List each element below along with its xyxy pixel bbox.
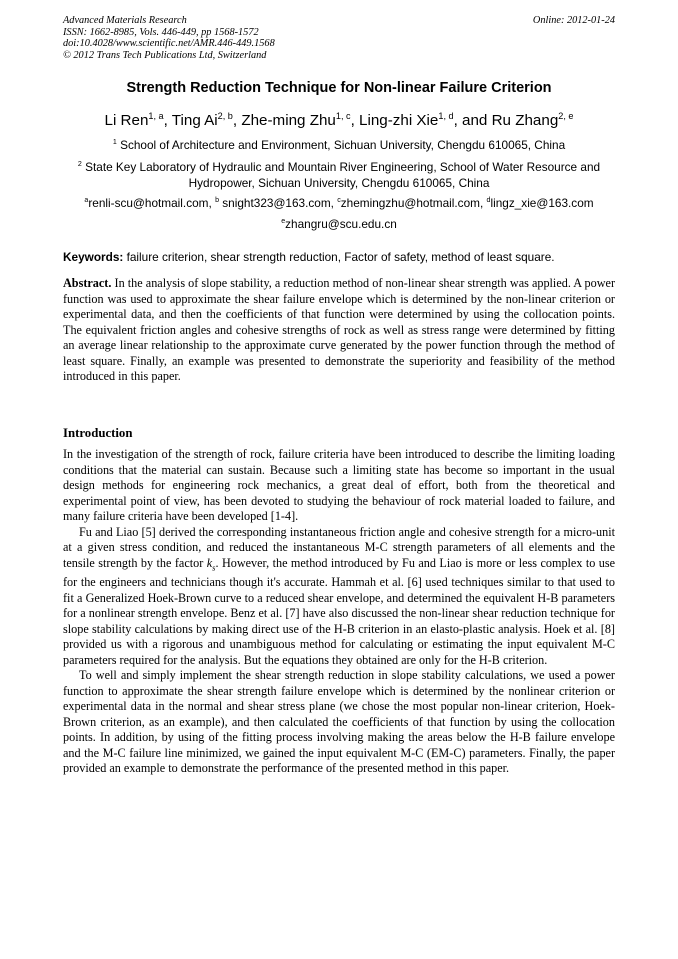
email-sup: e [281, 217, 286, 226]
introduction-body [63, 447, 615, 777]
author-sup: 1, d [438, 110, 454, 121]
paragraph: In the investigation of the strength of rock, failure criteria have been introduced to describe the limiting loading conditions that the material can sustain. Because such a limiting state has become so important in the usual design methods for engineering rock mechanics, a great deal of effort, both from the theoretical and experimental point of view, has been devoted to studying the behaviour of rock material loaded to failure, and many failure criteria have been developed [1-4]. [63, 447, 615, 523]
section-heading-introduction: Introduction [63, 426, 133, 440]
author-name: Ting Ai [171, 112, 218, 129]
email-sup: d [486, 196, 491, 205]
paper-title: Strength Reduction Technique for Non-linear Failure Criterion [126, 80, 552, 96]
author-sup: 2, e [558, 110, 574, 121]
email-c: zhemingzhu@hotmail.com, [340, 196, 484, 210]
author-sup: 1, c [335, 110, 351, 121]
email-d: lingz_xie@163.com [490, 196, 594, 210]
affiliation-sup: 2 [77, 160, 82, 169]
affiliation-text: State Key Laboratory of Hydraulic and Mountain River Engineering, School of Water Resource and Hydropower, Sichuan University, Chengdu 610065, China [85, 160, 601, 190]
author-sup: 1, a [148, 110, 164, 121]
symbol-k: k [206, 555, 213, 570]
author-sup: 2, b [217, 110, 233, 121]
keywords-text: failure criterion, shear strength reduction, Factor of safety, method of least square. [126, 250, 555, 264]
author-name: Zhe-ming Zhu [241, 112, 336, 129]
email-a: renli-scu@hotmail.com, [88, 196, 212, 210]
publication-header [63, 15, 615, 61]
author-sep: , [350, 112, 360, 129]
doi-line: doi:10.4028/www.scientific.net/AMR.446-449.1568 [63, 38, 275, 50]
email-sup: c [337, 196, 341, 205]
author-sep: , [163, 112, 172, 129]
abstract-text: In the analysis of slope stability, a reduction method of non-linear shear strength was applied. A power function was used to approximate the shear failure envelope which is determined by the non-linear criterion or experimental data, and then the coefficients of that function were determined by using the collocation points. The equivalent friction angles and cohesive strengths of rock as well as stress range were determined by fitting an average linear relationship to the approximate curve generated by the power function through the method of least square. Finally, an example was presented to demonstrate the superiority and feasibility of the method introduced in this paper. [63, 276, 616, 383]
paragraph [63, 525, 615, 669]
issn-line: ISSN: 1662-8985, Vols. 446-449, pp 1568-1572 [63, 26, 259, 38]
affiliation-text: School of Architecture and Environment, Sichuan University, Chengdu 610065, China [120, 138, 566, 152]
symbol-s: s [212, 561, 216, 572]
author-name: Li Ren [104, 112, 149, 129]
email-sup: a [84, 196, 89, 205]
keywords [63, 250, 623, 264]
affiliation-2 [63, 159, 615, 191]
email-sup: b [215, 196, 219, 205]
journal-name: Advanced Materials Research [63, 15, 187, 26]
paragraph-text: Fu and Liao [5] derived the corresponding instantaneous friction angle and cohesive strength for a micro-unit at a given stress condition, and reduced the instantaneous M-C strength parameters of all elements and the tensile strength by the factor [63, 524, 615, 570]
author-sep: , and [453, 112, 492, 129]
email-line [50, 195, 628, 211]
author-name: Ling-zhi Xie [359, 112, 439, 129]
online-date: Online: 2012-01-24 [532, 15, 615, 26]
affiliation-sup: 1 [112, 138, 117, 147]
copyright-line: © 2012 Trans Tech Publications Ltd, Switzerland [63, 49, 267, 61]
abstract-label: Abstract. [63, 276, 112, 290]
author-name: Ru Zhang [491, 112, 559, 129]
email-b: snight323@163.com, [222, 196, 334, 210]
author-sep: , [232, 112, 242, 129]
abstract [63, 276, 615, 385]
email-e: zhangru@scu.edu.cn [285, 217, 397, 231]
paragraph-text: . However, the method introduced by Fu and Liao is more or less complex to use for the engineers and technicians though it's accurate. Hammah et al. [6] used techniques similar to that used to fit a Generalized Hoek-Brown curve to a reduced shear envelope, and determined the equivalent H-B parameters for a nonlinear strength envelope. Benz et al. [7] have also discussed the non-linear shear reduction technique for slope stability calculations by making direct use of the H-B criterion in an elasto-plastic analysis. Hoek et al. [8] provided us with a rigorous and unambiguous method for calculating or estimating the input equivalent M-C parameters required for the analysis. But the equations they obtained are only for the H-B criterion. [63, 555, 616, 667]
email-line-2 [50, 216, 628, 232]
affiliation-1 [63, 137, 615, 153]
keywords-label: Keywords: [63, 250, 124, 264]
paragraph: To well and simply implement the shear strength reduction in slope stability calculations, we used a power function to approximate the shear strength failure envelope which is determined by the nonlinear criterion or experimental data in the normal and shear stress plane (we chose the most popular non-linear criterion, Hoek-Brown criterion, as an example), and then calculated the coefficients of that function by using the collocation points. In addition, by using of the fitting process involving making the areas below the H-B failure envelope and the M-C failure line minimized, we gained the input equivalent M-C (EM-C) parameters. Finally, the paper provided an example to demonstrate the performance of the presented method in this paper. [63, 668, 615, 776]
author-list [30, 112, 648, 129]
